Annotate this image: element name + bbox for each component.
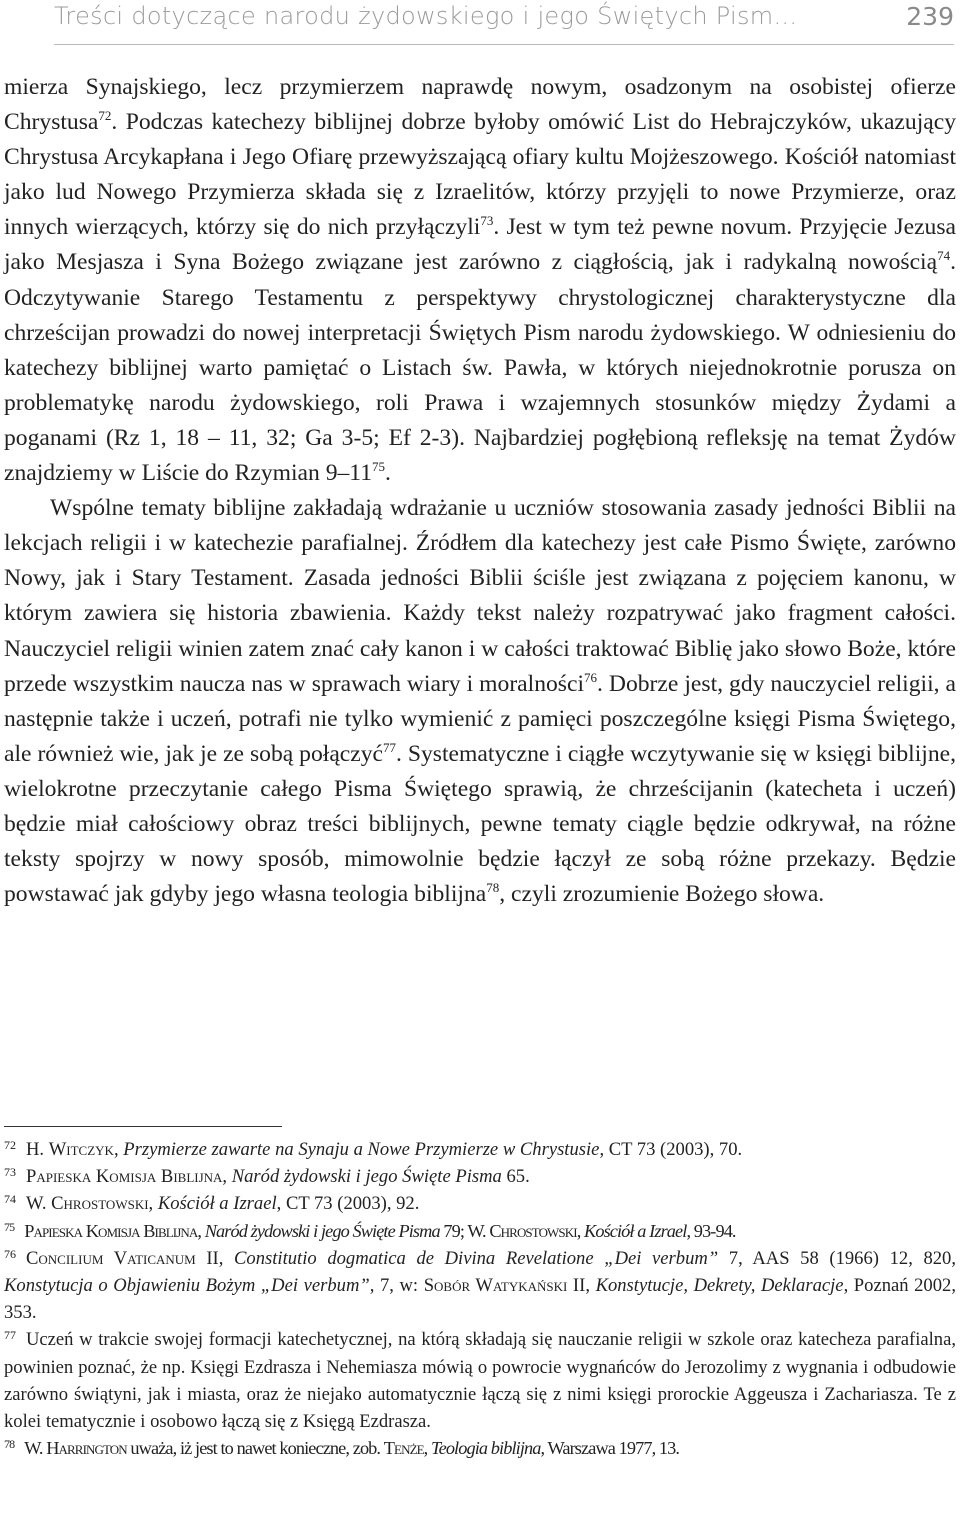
footnote-number: 76: [4, 1246, 16, 1261]
main-text: [4, 70, 956, 912]
work-title: Naród żydowski i jego Święte Pisma: [204, 1220, 440, 1241]
author-name: Papieska Komisja Biblijna: [26, 1166, 223, 1188]
author-name: Sobór Watykański: [423, 1275, 568, 1297]
footnote-number: 74: [4, 1192, 16, 1207]
footnote-ref[interactable]: 78: [486, 880, 500, 896]
paragraph: Wspólne tematy biblijne zakładają wdrażanie u uczniów stosowania zasady jedności Biblii na lekcjach religii i w katechezie parafialnej. Źródłem dla katechezy jest całe Pismo Święte, zarówno Nowy, jak i Stary Testament. Zasada jedności Biblii ściśle jest związana z pojęciem kanonu, w którym zawiera się historia zbawienia. Każdy tekst należy rozpatrywać jako fragment całości. Nauczyciel religii winien zatem znać cały kanon i w całości traktować Biblię jako słowo Boże, które przede wszystkim naucza nas w sprawach wiary i moralności$^{76}$. Dobrze jest, gdy nauczyciel religii, a następnie także i uczeń, potrafi nie tylko wymienić z pamięci poszczególne księgi Pisma Świętego, ale również wie, jak je ze sobą połączyć$^{77}$. Systematyczne i ciągłe wczytywanie się w księgi biblijne, wielokrotne przeczytanie całego Pisma Świętego sprawią, że chrześcijanin (katecheta i uczeń) będzie miał całościowy obraz treści biblijnych, pewne tematy ciągle będzie odkrywał, na różne teksty spojrzy w nowy sposób, mimowolnie będzie łączył ze sobą różne przekazy. Będzie powstawać jak gdyby jego własna teologia biblijna$^{78}$, czyli zrozumienie Bożego słowa.: [4, 495, 957, 908]
footnote-ref[interactable]: 74: [937, 248, 951, 264]
footnote-ref[interactable]: 75: [372, 459, 386, 475]
work-title: Konstytucje, Dekrety, Deklaracje: [595, 1275, 844, 1297]
running-header: [54, 2, 954, 38]
footnote-75: $^{75}$ Papieska Komisja Biblijna, Naród żydowski i jego Święte Pisma 79; W. Chrostowski, Kościół a Izrael, 93-94.: [4, 1219, 736, 1241]
author-name: Chrostowski: [51, 1193, 149, 1215]
work-title: Naród żydowski i jego Święte Pisma: [231, 1166, 502, 1188]
footnote-separator: [4, 1126, 282, 1127]
work-title: Przymierze zawarte na Synaju a Nowe Przymierze w Chrystusie: [123, 1139, 600, 1160]
work-title: Constitutio dogmatica de Divina Revelatione „Dei verbum”: [234, 1247, 719, 1269]
author-name: Tenże: [383, 1438, 424, 1459]
author-name: Witczyk: [48, 1139, 114, 1160]
work-title: Kościół a Izrael: [157, 1193, 277, 1215]
work-title: Kościół a Izrael: [584, 1220, 687, 1241]
page-number: 239: [906, 2, 954, 31]
footnote-78: $^{78}$ W. Harrington uważa, iż jest to nawet konieczne, zob. Tenże, Teologia biblijna, Warszawa 1977, 13.: [4, 1437, 680, 1459]
footnote-74: $^{74}$ W. Chrostowski, Kościół a Izrael, CT 73 (2003), 92.: [4, 1192, 420, 1215]
footnote-number: 72: [4, 1138, 16, 1152]
footnote-ref[interactable]: 77: [383, 739, 397, 755]
footnote-ref[interactable]: 73: [480, 213, 494, 229]
footnote-76: $^{76}$ Concilium Vaticanum II, Constitutio dogmatica de Divina Revelatione „Dei verbum” 7, AAS 58 (1966) 12, 820, Konstytucja o Objawieniu Bożym „Dei verbum”, 7, w: Sobór Watykański II, Konstytucje, Dekrety, Deklaracje, Poznań 2002, 353.: [4, 1246, 957, 1324]
footnotes: [4, 1136, 956, 1462]
author-name: Concilium Vaticanum: [26, 1247, 196, 1269]
footnote-73: $^{73}$ Papieska Komisja Biblijna, Naród żydowski i jego Święte Pisma 65.: [4, 1165, 530, 1188]
footnote-ref[interactable]: 72: [98, 108, 112, 124]
header-rule: [54, 44, 954, 45]
work-title: Teologia biblijna: [431, 1438, 541, 1459]
footnote-number: 73: [4, 1165, 16, 1180]
footnote-number: 77: [4, 1328, 16, 1343]
author-name: Harrington: [46, 1438, 127, 1459]
running-title: Treści dotyczące narodu żydowskiego i jego Świętych Pism...: [54, 2, 798, 30]
paragraph: mierza Synajskiego, lecz przymierzem naprawdę nowym, osadzonym na osobistej ofierze Chrystusa$^{72}$. Podczas katechezy biblijnej dobrze byłoby omówić List do Hebrajczyków, ukazujący Chrystusa Arcykapłana i Jego Ofiarę przewyższającą ofiary kultu Mojżeszowego. Kościół natomiast jako lud Nowego Przymierza składa się z Izraelitów, którzy przyjęli to nowe Przymierze, oraz innych wierzących, którzy się do nich przyłączyli$^{73}$. Jest w tym też pewne novum. Przyjęcie Jezusa jako Mesjasza i Syna Bożego związane jest zarówno z ciągłością, jak i radykalną nowością$^{74}$. Odczytywanie Starego Testamentu z perspektywy chrystologicznej charakterystyczne dla chrześcijan prowadzi do nowej interpretacji Świętych Pism narodu żydowskiego. W odniesieniu do katechezy biblijnej warto pamiętać o Listach św. Pawła, w których niejednokrotnie porusza on problematykę narodu żydowskiego, roli Prawa i wzajemnych stosunków między Żydami a poganami (Rz 1, 18 – 11, 32; Ga 3-5; Ef 2-3). Najbardziej pogłębioną refleksję na temat Żydów znajdziemy w Liście do Rzymian $9-11^{75}$.: [4, 74, 956, 487]
footnote-number: 78: [4, 1437, 15, 1452]
work-title: Konstytucja o Objawieniu Bożym „Dei verbum”: [4, 1275, 370, 1297]
author-name: Papieska Komisja Biblijna: [24, 1220, 198, 1241]
footnote-72: $^{72}$ H. Witczyk, Przymierze zawarte na Synaju a Nowe Przymierze w Chrystusie, CT 73 (2003), 70.: [4, 1138, 743, 1160]
footnote-number: 75: [4, 1219, 15, 1234]
footnote-77: $^{77}$ Uczeń w trakcie swojej formacji katechetycznej, na którą składają się nauczanie religii w szkole oraz katecheza parafialna, powinien poznać, że np. Księgi Ezdrasza i Nehemiasza mówią o powrocie wygnańców do Jerozolimy z wygnania i odbudowie zarówno świątyni, jak i miasta, oraz że niejako automatycznie łączą się z nimi księgi prorockie Aggeusza i Zachariasza. Te z kolei tematycznie i osobowo łączą się z Księgą Ezdrasza.: [4, 1328, 956, 1433]
author-name: Chrostowski: [489, 1220, 577, 1241]
footnote-ref[interactable]: 76: [584, 669, 598, 685]
